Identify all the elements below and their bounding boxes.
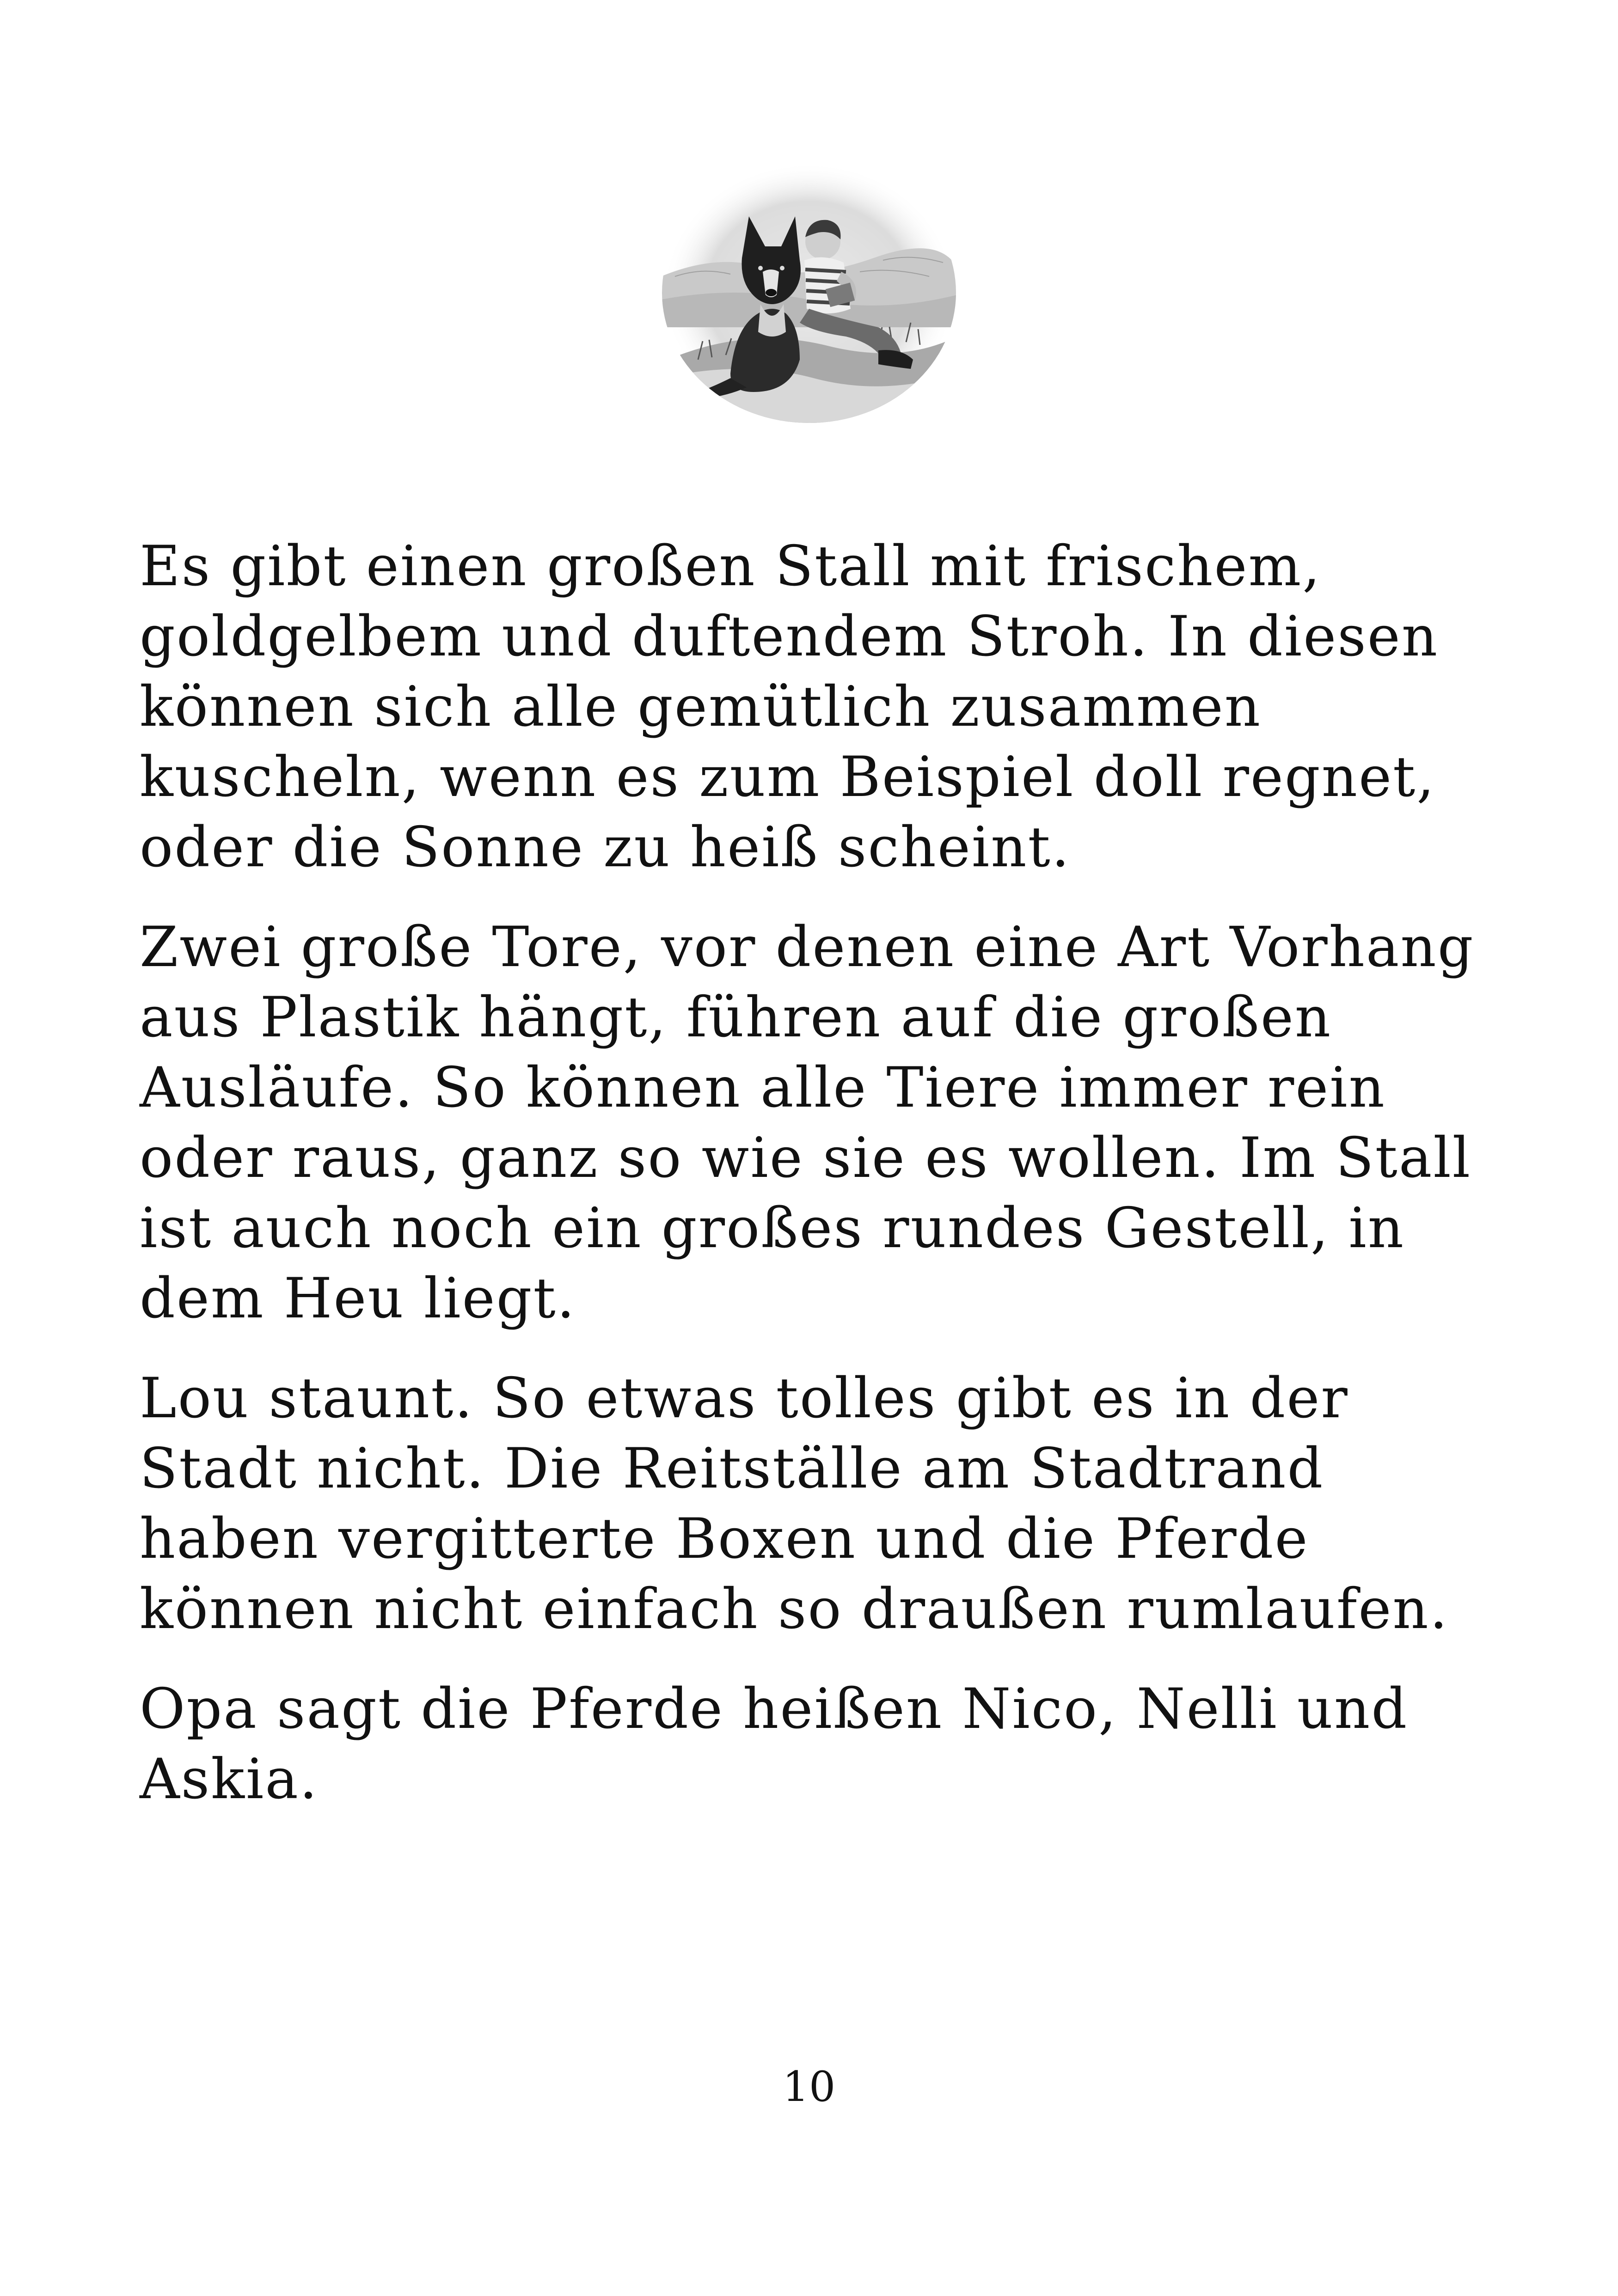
story-text [140,532,1508,1844]
page-number: 10 [782,2063,836,2111]
paragraph: Lou staunt. So etwas tolles gibt es in der Stadt nicht. Die Reitställe am Stadtrand haben vergitterte Boxen und die Pferde können nicht einfach so draußen rumlaufen. [140,1366,1449,1641]
boy-with-dog-illustration [661,161,957,424]
paragraph: Zwei große Tore, vor denen eine Art Vorhang aus Plastik hängt, führen auf die großen Ausläufe. So können alle Tiere immer rein oder raus, ganz so wie sie es wollen. Im Stall ist auch noch ein großes rundes Gestell, in dem Heu liegt. [140,915,1475,1331]
boy-with-dog-sketch-icon [661,161,957,424]
paragraph: Opa sagt die Pferde heißen Nico, Nelli und Askia. [140,1677,1409,1812]
paragraph: Es gibt einen großen Stall mit frischem, goldgelbem und duftendem Stroh. In diesen können sich alle gemütlich zusammen kuscheln, wenn es zum Beispiel doll regnet, oder die Sonne zu heiß scheint. [140,534,1439,880]
